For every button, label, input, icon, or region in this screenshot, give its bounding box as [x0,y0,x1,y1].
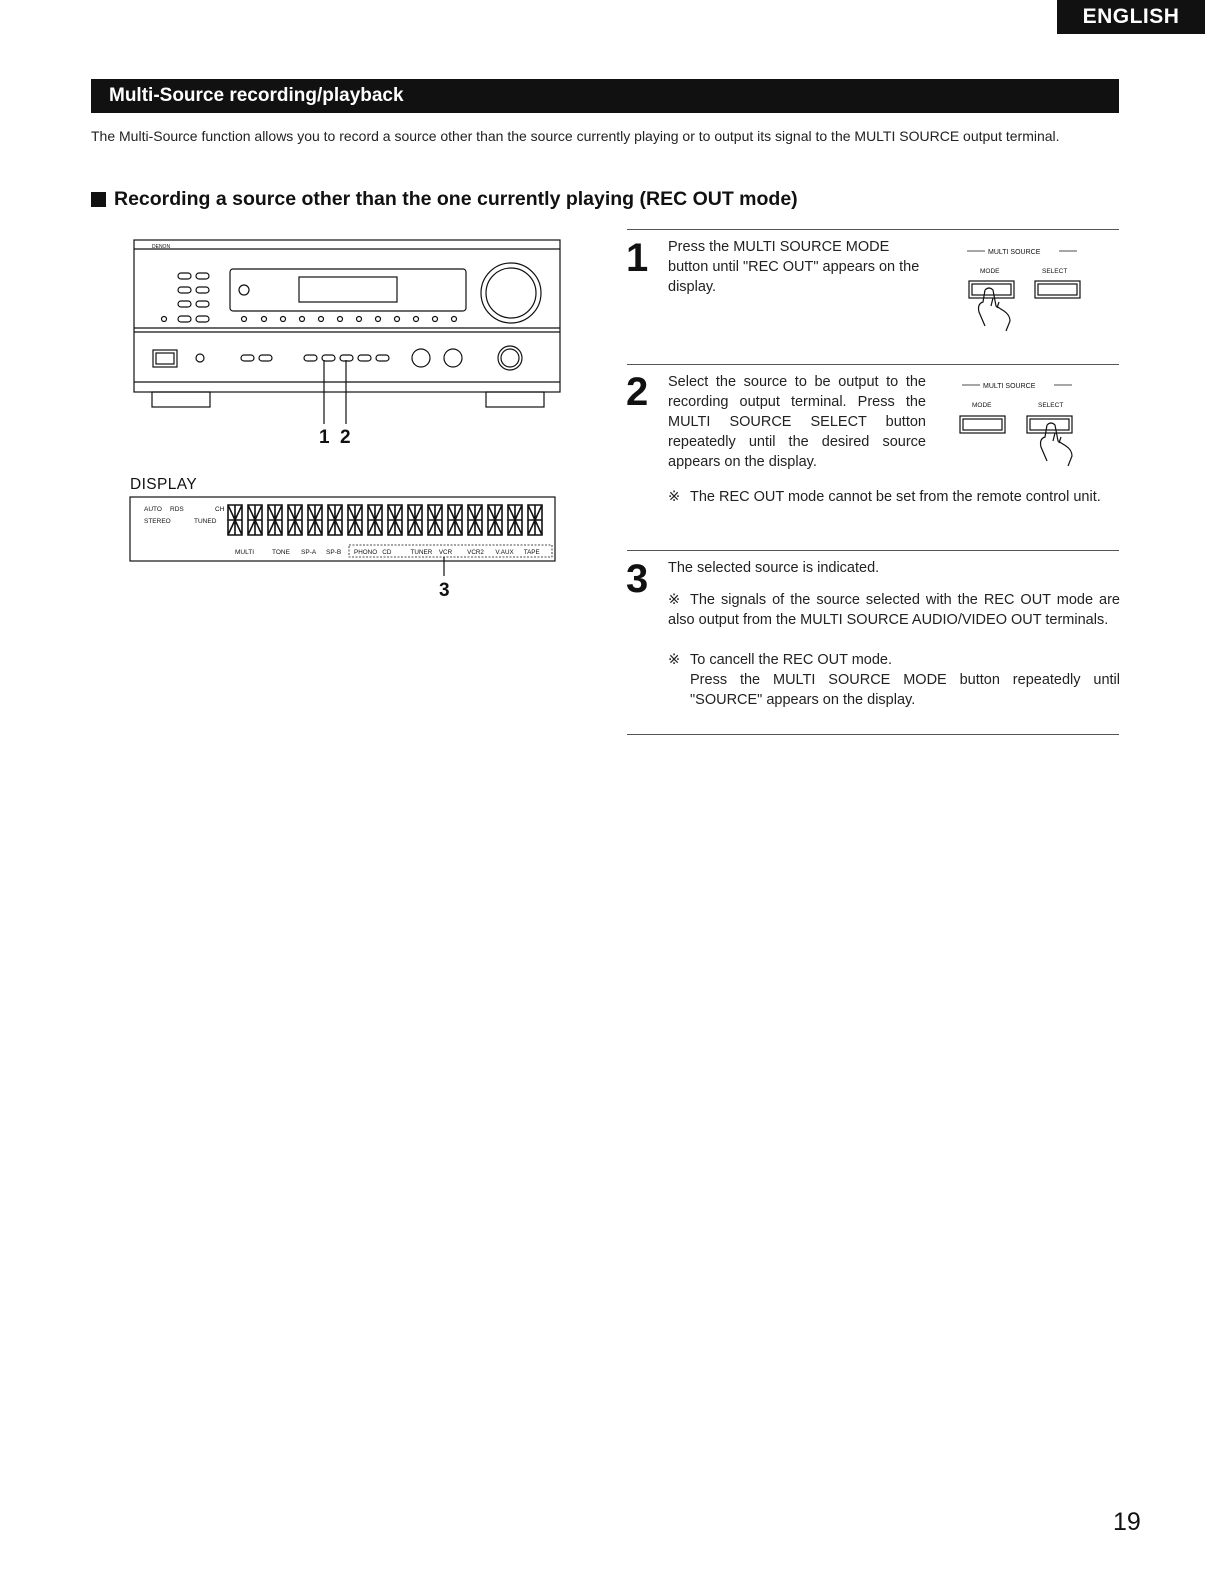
indicator-auto: AUTO [144,506,162,513]
note-mark: ※ [668,592,681,608]
multi-source-group-label: MULTI SOURCE [983,383,1036,390]
segment-character [228,505,242,535]
segment-character [308,505,322,535]
step-3-text: The selected source is indicated. [668,560,880,576]
indicator-ch: CH [215,506,225,513]
section-title-bar [91,79,1119,113]
page-number: 19 [1113,1508,1141,1536]
mode-label: MODE [980,268,1000,275]
step-3-note-2-text: To cancell the REC OUT mode. [690,652,893,668]
segment-character [328,505,342,535]
callout-2: 2 [340,427,351,448]
multi-source-buttons-step1 [955,238,1095,338]
step-3-number: 3 [626,557,649,601]
segment-character [448,505,462,535]
receiver-front-panel-illustration [126,236,566,451]
source-indicator: VCR2 [467,549,484,556]
language-tab: ENGLISH [1057,0,1205,34]
source-indicators [354,549,540,556]
source-indicator: TAPE [523,549,540,556]
note-mark: ※ [668,489,681,505]
device-brand-label: DENON [152,244,171,250]
segment-character [508,505,522,535]
indicator-rds: RDS [170,506,184,513]
display-panel-illustration [129,496,559,601]
bullet-square-icon [91,192,106,207]
step-2-number: 2 [626,370,649,414]
step-divider [627,734,1119,735]
segment-character [288,505,302,535]
subsection-title: Recording a source other than the one currently playing (REC OUT mode) [114,188,798,210]
callout-1: 1 [319,427,330,448]
multi-source-group-label: MULTI SOURCE [988,249,1041,256]
segment-character [488,505,502,535]
source-indicator: PHONO [354,549,378,556]
step-3-note-2 [668,650,1120,670]
segment-character [468,505,482,535]
select-label: SELECT [1042,268,1068,275]
subsection-heading [91,188,798,211]
section-title: Multi-Source recording/playback [109,85,404,106]
step-3-note-1 [668,590,1120,630]
step-2-note-text: The REC OUT mode cannot be set from the remote control unit. [690,489,1101,505]
step-1-number: 1 [626,236,649,280]
segment-character [528,505,542,535]
segment-character [368,505,382,535]
source-indicator: V.AUX [495,549,514,556]
step-divider [627,364,1119,365]
step-3-note-1-text: The signals of the source selected with the REC OUT mode are also output from the MULTI SOURCE AUDIO/VIDEO OUT terminals. [668,592,1120,628]
indicator-sp-a: SP-A [301,549,317,556]
select-label: SELECT [1038,402,1064,409]
intro-paragraph: The Multi-Source function allows you to record a source other than the source currently playing or to output its signal to the MULTI SOURCE output terminal. [91,128,1060,144]
source-indicator: CD [382,549,392,556]
indicator-tone: TONE [272,549,290,556]
segment-character [268,505,282,535]
indicator-stereo: STEREO [144,518,171,525]
step-divider [627,229,1119,230]
indicator-tuned: TUNED [194,518,217,525]
source-indicator: TUNER [410,549,433,556]
segment-character [388,505,402,535]
step-2-note [668,487,1120,507]
step-3-note-2-detail: Press the MULTI SOURCE MODE button repeatedly until "SOURCE" appears on the display. [690,672,1120,708]
note-mark: ※ [668,652,681,668]
step-1-text: Press the MULTI SOURCE MODE button until "REC OUT" appears on the display. [668,239,920,295]
indicator-multi: MULTI [235,549,255,556]
callout-3: 3 [439,580,450,601]
multi-source-buttons-step2 [950,372,1100,472]
segment-character [348,505,362,535]
display-label: DISPLAY [130,476,198,493]
source-indicator: VCR [438,549,453,556]
indicator-sp-b: SP-B [326,549,342,556]
segment-character [428,505,442,535]
segment-character [248,505,262,535]
step-2-text: Select the source to be output to the recording output terminal. Press the MULTI SOURCE SELECT button repeatedly until the desired source appears on the display. [668,374,926,470]
segment-character-row [228,505,542,535]
mode-label: MODE [972,402,992,409]
step-divider [627,550,1119,551]
segment-character [408,505,422,535]
